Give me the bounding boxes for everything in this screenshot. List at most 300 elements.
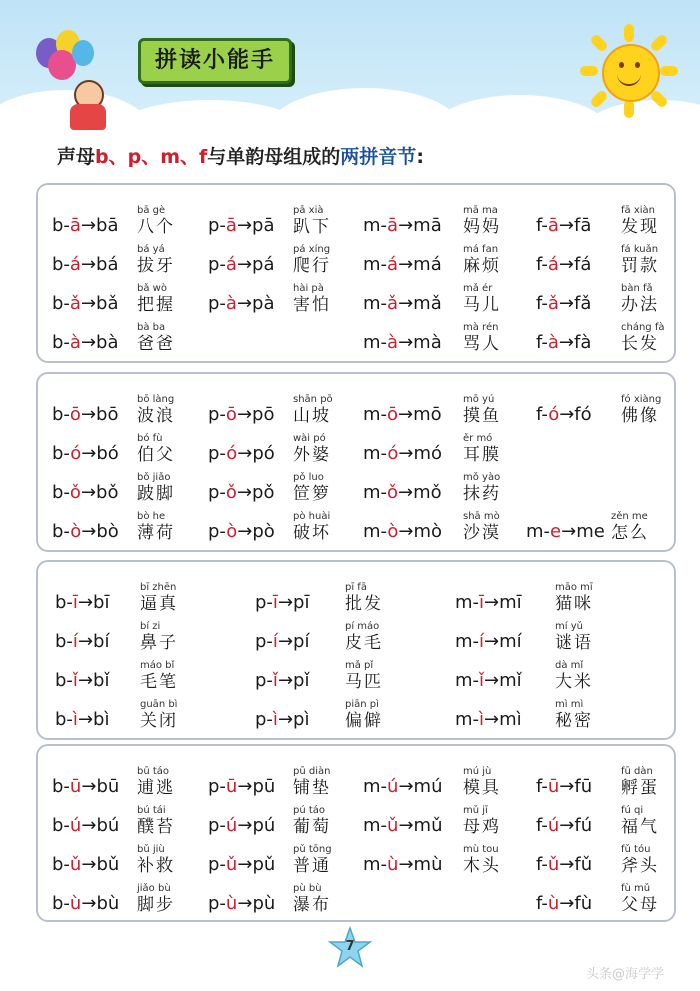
syllable-cell xyxy=(255,653,405,693)
final-vowel: ǎ xyxy=(547,293,559,314)
initial-consonant: m- xyxy=(363,482,388,503)
syllable-cell xyxy=(52,837,202,877)
syllable-cell xyxy=(52,798,202,838)
word-characters: 耳膜 xyxy=(463,445,501,465)
combined-syllable: mǎ xyxy=(413,293,442,314)
heading-emphasis: 两拼音节 xyxy=(340,146,417,168)
final-vowel: á xyxy=(225,254,237,275)
combined-syllable: bā xyxy=(96,215,119,236)
combined-syllable: pī xyxy=(293,592,310,613)
arrow-icon: → xyxy=(559,815,575,836)
word-pinyin: bǔ jiù xyxy=(137,844,165,855)
syllable-spelling xyxy=(52,521,119,542)
combined-syllable: bū xyxy=(96,776,120,797)
combined-syllable: fà xyxy=(573,332,592,353)
final-vowel: à xyxy=(387,332,399,353)
syllable-spelling xyxy=(55,592,109,613)
initial-consonant: m- xyxy=(363,815,388,836)
combined-syllable: pú xyxy=(252,815,276,836)
word-pinyin: cháng fà xyxy=(621,322,665,333)
arrow-icon: → xyxy=(559,854,575,875)
word-pinyin: pā xià xyxy=(293,205,324,216)
syllable-cell xyxy=(536,198,686,238)
final-vowel: á xyxy=(69,254,81,275)
combined-syllable: pù xyxy=(252,893,276,914)
word-pinyin: dà mǐ xyxy=(555,660,584,671)
combined-syllable: bí xyxy=(93,631,110,652)
initial-consonant: f- xyxy=(536,332,548,353)
arrow-icon: → xyxy=(80,482,97,503)
word-pinyin: fù mǔ xyxy=(621,883,651,894)
combined-syllable: pā xyxy=(252,215,275,236)
word-pinyin: bā gè xyxy=(137,205,166,216)
syllable-spelling xyxy=(52,815,119,836)
syllable-spelling xyxy=(55,670,109,691)
word-pinyin: mú jù xyxy=(463,766,492,777)
word-pinyin: fó xiàng xyxy=(621,394,662,405)
arrow-icon: → xyxy=(398,293,414,314)
syllable-spelling xyxy=(536,893,592,914)
arrow-icon: → xyxy=(81,893,97,914)
combined-syllable: bǐ xyxy=(93,670,110,691)
word-pinyin: māo mī xyxy=(555,582,593,593)
syllable-cell xyxy=(55,653,205,693)
syllable-cell xyxy=(363,465,513,505)
combined-syllable: má xyxy=(413,254,442,275)
syllable-cell xyxy=(455,692,605,732)
initial-consonant: p- xyxy=(208,893,226,914)
syllable-spelling xyxy=(52,893,119,914)
combined-syllable: bǒ xyxy=(96,482,119,503)
final-vowel: ú xyxy=(69,815,82,836)
combined-syllable: pū xyxy=(252,776,276,797)
word-characters: 马儿 xyxy=(463,295,501,315)
initial-consonant: m- xyxy=(363,521,388,542)
final-vowel: ì xyxy=(479,709,485,730)
initial-consonant: f- xyxy=(536,215,548,236)
syllable-spelling xyxy=(455,592,522,613)
syllable-spelling xyxy=(208,815,275,836)
combined-syllable: fó xyxy=(574,404,592,425)
word-pinyin: pú táo xyxy=(293,805,326,816)
syllable-spelling xyxy=(55,631,109,652)
syllable-spelling xyxy=(363,404,442,425)
syllable-spelling xyxy=(363,815,443,836)
arrow-icon: → xyxy=(81,854,97,875)
initial-consonant: b- xyxy=(52,293,70,314)
syllable-spelling xyxy=(536,776,592,797)
word-pinyin: máo bǐ xyxy=(140,660,175,671)
combined-syllable: bì xyxy=(93,709,110,730)
arrow-icon: → xyxy=(398,776,414,797)
combined-syllable: fá xyxy=(573,254,592,275)
final-vowel: ā xyxy=(69,215,81,236)
combined-syllable: fǎ xyxy=(573,293,592,314)
word-characters: 沙漠 xyxy=(463,523,501,543)
section-title-badge xyxy=(138,38,292,84)
arrow-icon: → xyxy=(484,592,500,613)
syllable-spelling xyxy=(363,215,442,236)
combined-syllable: bò xyxy=(96,521,119,542)
combined-syllable: bǔ xyxy=(96,854,120,875)
syllable-cell xyxy=(52,504,202,544)
word-characters: 猫咪 xyxy=(555,594,593,614)
final-vowel: ǒ xyxy=(69,482,81,503)
combined-syllable: pí xyxy=(293,631,310,652)
word-pinyin: fǔ tóu xyxy=(621,844,651,855)
arrow-icon: → xyxy=(559,404,575,425)
final-vowel: à xyxy=(547,332,559,353)
combined-syllable: mù xyxy=(413,854,443,875)
combined-syllable: mí xyxy=(499,631,522,652)
syllable-cell xyxy=(255,614,405,654)
word-characters: 妈妈 xyxy=(463,217,501,237)
initial-consonant: f- xyxy=(536,254,548,275)
initial-consonant: m- xyxy=(526,521,551,542)
final-vowel: ù xyxy=(387,854,399,875)
syllable-spelling xyxy=(536,854,592,875)
combined-syllable: mà xyxy=(413,332,442,353)
combined-syllable: bǎ xyxy=(96,293,119,314)
initial-consonant: b- xyxy=(52,854,70,875)
final-vowel: ǒ xyxy=(225,482,237,503)
initial-consonant: p- xyxy=(208,443,227,464)
syllable-cell xyxy=(363,837,513,877)
initial-consonant: m- xyxy=(363,854,388,875)
syllable-spelling xyxy=(526,521,605,542)
arrow-icon: → xyxy=(398,254,414,275)
combined-syllable: bá xyxy=(96,254,119,275)
word-pinyin: bàn fǎ xyxy=(621,283,653,294)
word-characters: 逋逃 xyxy=(137,778,175,798)
word-pinyin: pù bù xyxy=(293,883,322,894)
combined-syllable: mō xyxy=(413,404,442,425)
combined-syllable: mā xyxy=(413,215,442,236)
word-characters: 破坏 xyxy=(293,523,331,543)
initial-consonant: b- xyxy=(52,443,71,464)
word-characters: 爬行 xyxy=(293,256,331,276)
arrow-icon: → xyxy=(484,709,500,730)
syllable-cell xyxy=(536,837,686,877)
arrow-icon: → xyxy=(237,854,253,875)
combined-syllable: pì xyxy=(293,709,310,730)
word-characters: 鼻子 xyxy=(140,633,178,653)
initial-consonant: p- xyxy=(208,521,227,542)
arrow-icon: → xyxy=(237,815,253,836)
combined-syllable: mǒ xyxy=(413,482,442,503)
final-vowel: ó xyxy=(548,404,560,425)
combined-syllable: pō xyxy=(252,404,275,425)
arrow-icon: → xyxy=(236,254,253,275)
word-pinyin: mǒ yào xyxy=(463,472,501,483)
combined-syllable: bō xyxy=(96,404,119,425)
syllable-cell xyxy=(52,198,202,238)
arrow-icon: → xyxy=(81,776,97,797)
syllable-spelling xyxy=(363,332,442,353)
final-vowel: ó xyxy=(226,443,238,464)
word-characters: 办法 xyxy=(621,295,659,315)
initial-consonant: b- xyxy=(52,521,71,542)
word-characters: 孵蛋 xyxy=(621,778,659,798)
arrow-icon: → xyxy=(558,332,574,353)
final-vowel: ǒ xyxy=(387,482,399,503)
syllable-cell xyxy=(363,315,513,355)
word-characters: 批发 xyxy=(345,594,383,614)
arrow-icon: → xyxy=(80,332,97,353)
final-vowel: í xyxy=(72,631,78,652)
final-vowel: ó xyxy=(70,443,82,464)
syllable-cell xyxy=(536,276,686,316)
syllable-spelling xyxy=(363,521,442,542)
syllable-cell xyxy=(255,692,405,732)
word-pinyin: fā xiàn xyxy=(621,205,655,216)
initial-consonant: m- xyxy=(363,776,388,797)
word-characters: 笸箩 xyxy=(293,484,331,504)
initial-consonant: m- xyxy=(363,443,388,464)
syllable-cell xyxy=(536,315,686,355)
syllable-spelling xyxy=(52,254,119,275)
arrow-icon: → xyxy=(558,254,574,275)
arrow-icon: → xyxy=(77,709,94,730)
word-characters: 斧头 xyxy=(621,856,659,876)
arrow-icon: → xyxy=(398,215,414,236)
word-pinyin: bú tái xyxy=(137,805,166,816)
combined-syllable: mò xyxy=(413,521,443,542)
syllable-cell xyxy=(52,276,202,316)
word-pinyin: hài pà xyxy=(293,283,324,294)
combined-syllable: mì xyxy=(499,709,522,730)
syllable-cell xyxy=(208,798,358,838)
final-vowel: ù xyxy=(69,893,82,914)
syllable-cell xyxy=(52,315,202,355)
word-pinyin: shā mò xyxy=(463,511,500,522)
final-vowel: ǐ xyxy=(479,670,485,691)
word-pinyin: fú qi xyxy=(621,805,644,816)
final-vowel: ò xyxy=(70,521,82,542)
initial-consonant: p- xyxy=(208,254,226,275)
combined-syllable: pǒ xyxy=(252,482,275,503)
arrow-icon: → xyxy=(236,215,253,236)
final-vowel: ǎ xyxy=(387,293,399,314)
syllable-cell xyxy=(208,237,358,277)
syllable-cell xyxy=(52,387,202,427)
syllable-cell xyxy=(536,759,686,799)
word-characters: 趴下 xyxy=(293,217,331,237)
syllable-cell xyxy=(363,276,513,316)
syllable-spelling xyxy=(363,482,442,503)
combined-syllable: mī xyxy=(499,592,522,613)
word-characters: 毛笔 xyxy=(140,672,178,692)
final-vowel: ó xyxy=(387,443,399,464)
initial-consonant: f- xyxy=(536,776,548,797)
combined-syllable: pà xyxy=(252,293,275,314)
arrow-icon: → xyxy=(398,854,414,875)
syllable-cell xyxy=(363,504,513,544)
syllable-spelling xyxy=(208,893,275,914)
combined-syllable: pò xyxy=(252,521,275,542)
initial-consonant: b- xyxy=(52,254,70,275)
final-vowel: ò xyxy=(226,521,238,542)
syllable-spelling xyxy=(52,854,119,875)
word-characters: 福气 xyxy=(621,817,659,837)
syllable-cell xyxy=(208,387,358,427)
final-vowel: ū xyxy=(547,776,560,797)
syllable-cell xyxy=(536,876,686,916)
combined-syllable: fū xyxy=(574,776,593,797)
word-pinyin: má fan xyxy=(463,244,499,255)
word-pinyin: mǔ jī xyxy=(463,805,488,816)
initial-consonant: m- xyxy=(455,592,480,613)
initial-consonant: m- xyxy=(363,332,388,353)
final-vowel: ú xyxy=(387,776,399,797)
combined-syllable: fú xyxy=(574,815,593,836)
word-pinyin: bó fù xyxy=(137,433,163,444)
word-pinyin: pī fā xyxy=(345,582,367,593)
arrow-icon: → xyxy=(559,893,575,914)
final-vowel: í xyxy=(272,631,278,652)
initial-consonant: b- xyxy=(52,404,70,425)
word-pinyin: pū diàn xyxy=(293,766,331,777)
page-number: 7 xyxy=(345,939,355,954)
initial-consonant: m- xyxy=(363,254,388,275)
syllable-spelling xyxy=(52,293,119,314)
initial-consonant: p- xyxy=(208,404,226,425)
final-vowel: ì xyxy=(72,709,78,730)
syllable-spelling xyxy=(363,776,443,797)
arrow-icon: → xyxy=(277,592,294,613)
heading-prefix: 声母 xyxy=(57,146,96,168)
arrow-icon: → xyxy=(558,215,574,236)
word-pinyin: bū táo xyxy=(137,766,170,777)
syllable-cell xyxy=(363,759,513,799)
arrow-icon: → xyxy=(236,482,253,503)
initial-consonant: p- xyxy=(208,293,226,314)
arrow-icon: → xyxy=(398,815,414,836)
syllable-spelling xyxy=(255,670,309,691)
word-characters: 怎么 xyxy=(611,523,649,543)
arrow-icon: → xyxy=(77,631,94,652)
word-pinyin: wài pó xyxy=(293,433,326,444)
word-pinyin: zěn me xyxy=(611,511,648,522)
initial-consonant: b- xyxy=(52,332,70,353)
word-characters: 偏僻 xyxy=(345,711,383,731)
final-vowel: ì xyxy=(272,709,278,730)
syllable-cell xyxy=(208,276,358,316)
word-characters: 谜语 xyxy=(555,633,593,653)
final-vowel: ǔ xyxy=(69,854,82,875)
word-characters: 波浪 xyxy=(137,406,175,426)
syllable-cell xyxy=(526,504,676,544)
word-characters: 佛像 xyxy=(621,406,659,426)
syllable-spelling xyxy=(208,482,274,503)
word-characters: 葡萄 xyxy=(293,817,331,837)
word-characters: 大米 xyxy=(555,672,593,692)
final-vowel: ú xyxy=(547,815,560,836)
initial-consonant: p- xyxy=(208,482,226,503)
word-characters: 醭苔 xyxy=(137,817,175,837)
initial-consonant: f- xyxy=(536,854,548,875)
final-vowel: ò xyxy=(387,521,399,542)
syllable-spelling xyxy=(208,443,275,464)
word-characters: 麻烦 xyxy=(463,256,501,276)
word-pinyin: pò huài xyxy=(293,511,331,522)
syllable-spelling xyxy=(55,709,109,730)
syllable-spelling xyxy=(363,854,443,875)
final-vowel: ō xyxy=(225,404,237,425)
syllable-spelling xyxy=(208,404,274,425)
combined-syllable: pá xyxy=(252,254,275,275)
final-vowel: ǔ xyxy=(225,854,238,875)
word-pinyin: pí máo xyxy=(345,621,380,632)
word-characters: 薄荷 xyxy=(137,523,175,543)
initial-consonant: p- xyxy=(208,776,226,797)
word-pinyin: fá kuǎn xyxy=(621,244,659,255)
initial-consonant: f- xyxy=(536,404,549,425)
initial-consonant: b- xyxy=(55,670,73,691)
word-pinyin: mà rén xyxy=(463,322,499,333)
final-vowel: ù xyxy=(225,893,238,914)
syllable-spelling xyxy=(455,631,522,652)
arrow-icon: → xyxy=(558,293,574,314)
word-pinyin: pá xíng xyxy=(293,244,331,255)
combined-syllable: mǔ xyxy=(413,815,443,836)
syllable-cell xyxy=(536,798,686,838)
arrow-icon: → xyxy=(80,254,97,275)
syllable-cell xyxy=(536,387,686,427)
initial-consonant: b- xyxy=(55,592,73,613)
syllable-cell xyxy=(363,426,513,466)
word-pinyin: shān pō xyxy=(293,394,333,405)
syllable-spelling xyxy=(536,332,591,353)
combined-syllable: fǔ xyxy=(574,854,593,875)
initial-consonant: p- xyxy=(255,670,273,691)
word-characters: 木头 xyxy=(463,856,501,876)
syllable-spelling xyxy=(363,293,442,314)
word-pinyin: bǒ jiǎo xyxy=(137,472,171,483)
word-pinyin: pǔ tōng xyxy=(293,844,332,855)
word-characters: 模具 xyxy=(463,778,501,798)
syllable-spelling xyxy=(255,592,309,613)
arrow-icon: → xyxy=(484,631,500,652)
combined-syllable: bà xyxy=(96,332,119,353)
word-pinyin: bò he xyxy=(137,511,166,522)
syllable-spelling xyxy=(363,443,442,464)
syllable-spelling xyxy=(208,254,275,275)
initial-consonant: m- xyxy=(363,404,388,425)
final-vowel: ī xyxy=(479,592,485,613)
final-vowel: ǐ xyxy=(72,670,78,691)
final-vowel: á xyxy=(547,254,559,275)
word-pinyin: bī zhēn xyxy=(140,582,177,593)
combined-syllable: pó xyxy=(252,443,275,464)
word-pinyin: bō làng xyxy=(137,394,175,405)
syllable-spelling xyxy=(363,254,442,275)
syllable-cell xyxy=(208,426,358,466)
word-characters: 脚步 xyxy=(137,895,175,915)
syllable-cell xyxy=(208,876,358,916)
syllable-cell xyxy=(208,759,358,799)
final-vowel: ā xyxy=(225,215,237,236)
syllable-cell xyxy=(208,465,358,505)
word-characters: 普通 xyxy=(293,856,331,876)
syllable-cell xyxy=(255,575,405,615)
combined-syllable: pǐ xyxy=(293,670,310,691)
combined-syllable: bī xyxy=(93,592,110,613)
combined-syllable: fā xyxy=(573,215,592,236)
initial-consonant: m- xyxy=(455,631,480,652)
arrow-icon: → xyxy=(559,776,575,797)
syllable-cell xyxy=(55,614,205,654)
